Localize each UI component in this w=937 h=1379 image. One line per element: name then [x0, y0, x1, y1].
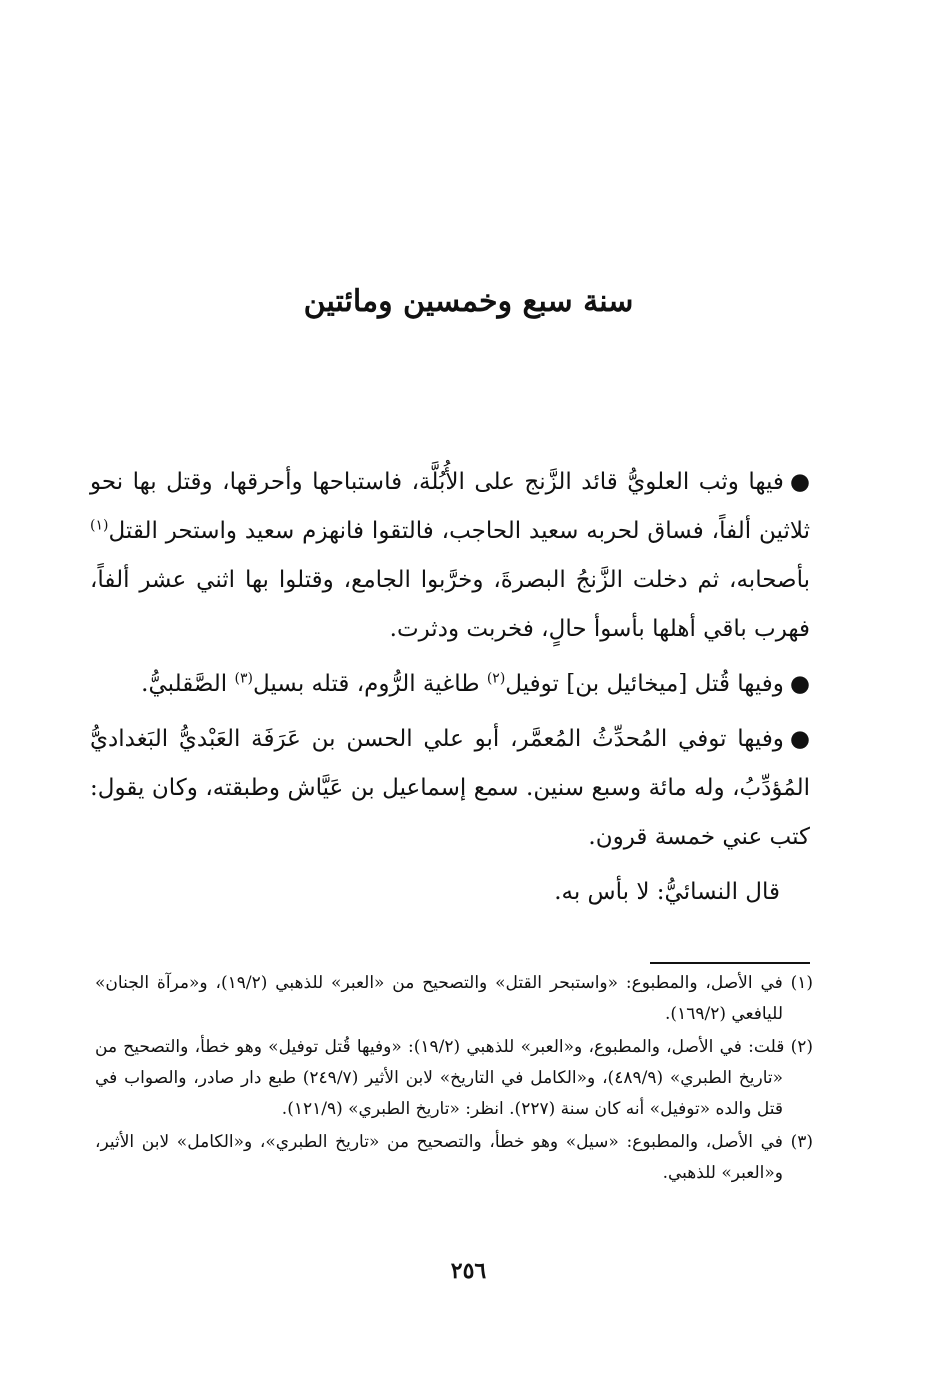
paragraph-4 [90, 868, 810, 917]
paragraph-text: طاغية الرُّوم، قتله بسيل [252, 671, 487, 697]
bullet-icon: ● [789, 469, 810, 495]
page-number: ٢٥٦ [450, 1258, 487, 1284]
footnote-3: (٣) في الأصل، والمطبوع: «سيل» وهو خطأ، والتصحيح من «تاريخ الطبري»، و«الكامل» لابن الأثير، و«العبر» للذهبي. [95, 1132, 813, 1183]
paragraph-text: فيها وثب العلويُّ قائد الزَّنج على الأُبُلَّة، فاستباحها وأحرقها، وقتل بها نحو ثلاثين ألفاً، فساق لحربه سعيد الحاجب، فالتقوا فانهزم سعيد واستحر القتل [90, 469, 810, 544]
footnote-2: (٢) قلت: في الأصل، والمطبوع، و«العبر» للذهبي (١٩/٢): «وفيها قُتل توفيل» وهو خطأ، والتصحيح من «تاريخ الطبري» (٤٨٩/٩)، و«الكامل في التاريخ» لابن الأثير (٢٤٩/٧) طبع دار صادر، والصواب في قتل والده «توفيل» أنه كان سنة (٢٢٧). انظر: «تاريخ الطبري» (١٢١/٩). [95, 1037, 814, 1119]
chapter-title: سنة سبع وخمسين ومائتين [303, 284, 634, 319]
footnote-ref-1[interactable]: (١) [90, 517, 109, 534]
footnote-ref-3[interactable]: (٣) [234, 670, 253, 687]
paragraph-text: الصَّقلبيُّ. [141, 671, 235, 697]
footnote-divider [650, 962, 810, 964]
paragraph-2 [90, 660, 810, 709]
bullet-icon: ● [789, 726, 810, 752]
footnotes [95, 968, 813, 1191]
footnote-1: (١) في الأصل، والمطبوع: «واستبحر القتل» والتصحيح من «العبر» للذهبي (١٩/٢)، و«مرآة الجنان» لليافعي (١٦٩/٢). [95, 973, 813, 1024]
paragraph-text: وفيها قُتل [ميخائيل بن] توفيل [505, 671, 784, 697]
paragraph-text: وفيها توفي المُحدِّثُ المُعمَّر، أبو علي الحسن بن عَرَفَة العَبْديُّ البَغداديُّ المُؤدِّبُ، وله مائة وسبع سنين. سمع إسماعيل بن عَيَّاش وطبقته، وكان يقول: كتب عني خمسة قرون. [90, 726, 810, 850]
paragraph-1 [90, 458, 810, 654]
paragraph-3 [90, 715, 810, 862]
footnote-ref-2[interactable]: (٢) [486, 670, 506, 687]
paragraph-text: قال النسائيُّ: لا بأس به. [554, 879, 780, 905]
main-text [90, 458, 810, 923]
bullet-icon: ● [789, 671, 810, 697]
paragraph-text: بأصحابه، ثم دخلت الزَّنجُ البصرةَ، وخرَّبوا الجامع، وقتلوا بها اثني عشر ألفاً، فهرب باقي أهلها بأسوأ حالٍ، فخربت ودثرت. [90, 567, 810, 642]
